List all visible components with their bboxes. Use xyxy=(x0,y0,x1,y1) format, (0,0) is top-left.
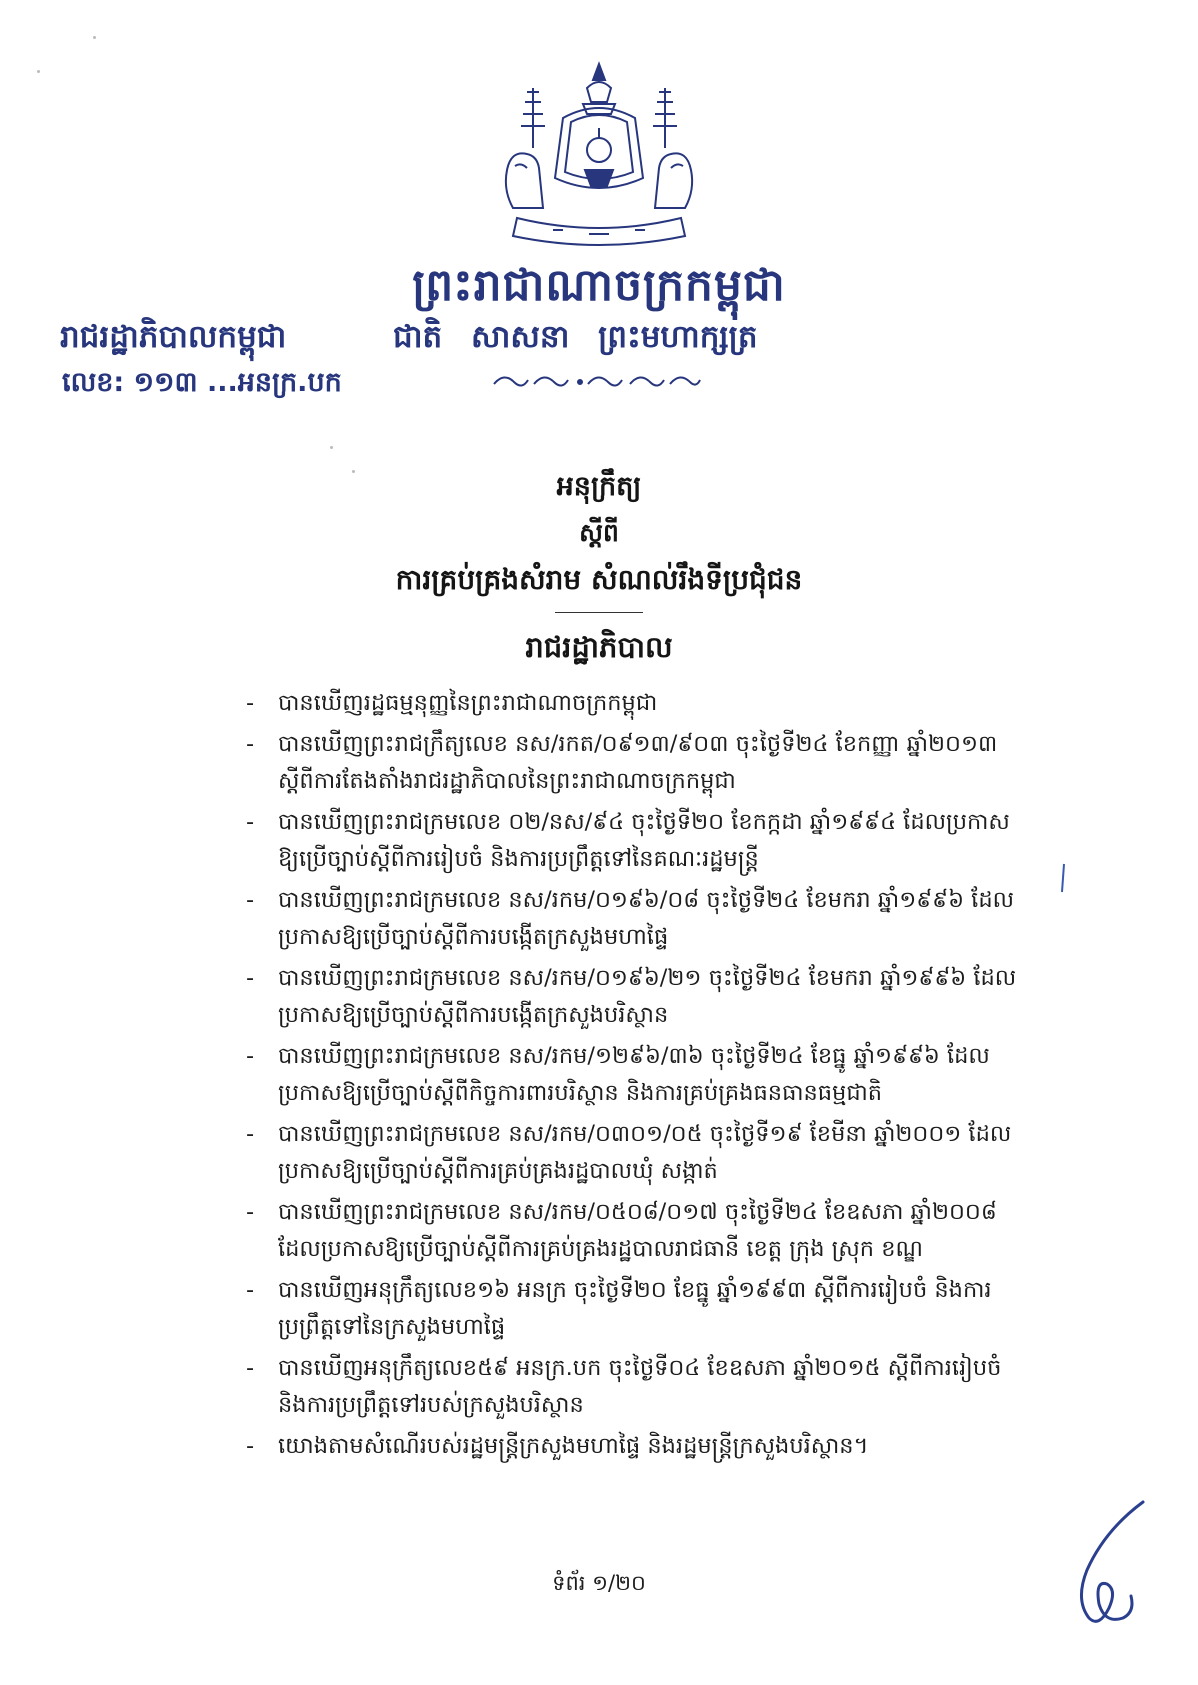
clause-text: បានឃើញអនុក្រឹត្យលេខ១៦ អនក្រ ចុះថ្ងៃទី២០ ខែធ្នូ ឆ្នាំ១៩៩៣ ស្តីពីការរៀបចំ និងការ ប្រព្រឹត្តទៅនៃក្រសួងមហាផ្ទៃ xyxy=(278,1276,992,1340)
list-item xyxy=(246,1116,1066,1191)
bullet-dash: - xyxy=(246,1354,255,1381)
clause-text: បានឃើញព្រះរាជក្រឹត្យលេខ នស/រកត/០៩១៣/៩០៣ ចុះថ្ងៃទី២៤ ខែកញ្ញា ឆ្នាំ២០១៣ ស្តីពីការតែងតាំងរាជរដ្ឋាភិបាលនៃព្រះរាជាណាចក្រកម្ពុជា xyxy=(278,730,998,794)
document-subject: ការគ្រប់គ្រងសំរាម សំណល់រឹងទីប្រជុំជន xyxy=(395,563,803,596)
list-item xyxy=(246,804,1066,879)
clause-text: បានឃើញព្រះរាជក្រមលេខ នស/រកម/០១៩៦/០៨ ចុះថ្ងៃទី២៤ ខែមករា ឆ្នាំ១៩៩៦ ដែល ប្រកាសឱ្យប្រើច្បាប់ស្តីពីការបង្កើតក្រសួងមហាផ្ទៃ xyxy=(278,886,1015,950)
clause-text: បានឃើញព្រះរាជក្រមលេខ នស/រកម/១២៩៦/៣៦ ចុះថ្ងៃទី២៤ ខែធ្នូ ឆ្នាំ១៩៩៦ ដែល ប្រកាសឱ្យប្រើច្បាប់ស្តីពីកិច្ចការពារបរិស្ថាន និងការគ្រប់គ្រងធនធានធម្មជាតិ xyxy=(278,1042,990,1106)
initials-signature-icon xyxy=(1065,1500,1170,1630)
bullet-dash: - xyxy=(246,886,255,913)
scan-speck xyxy=(93,36,96,39)
preamble-clauses xyxy=(246,685,1066,1468)
bullet-dash: - xyxy=(246,1042,255,1069)
margin-pen-mark xyxy=(1060,863,1066,893)
list-item xyxy=(246,1350,1066,1425)
subject-divider xyxy=(555,612,643,613)
bullet-dash: - xyxy=(246,1276,255,1303)
clause-text: យោងតាមសំណើរបស់រដ្ឋមន្ត្រីក្រសួងមហាផ្ទៃ និងរដ្ឋមន្ត្រីក្រសួងបរិស្ថាន។ xyxy=(278,1432,869,1459)
clause-text: បានឃើញព្រះរាជក្រមលេខ នស/រកម/០៣០១/០៥ ចុះថ្ងៃទី១៩ ខែមីនា ឆ្នាំ២០០១ ដែល ប្រកាសឱ្យប្រើច្បាប់ស្តីពីការគ្រប់គ្រងរដ្ឋបាលឃុំ សង្កាត់ xyxy=(278,1120,1012,1184)
document-about: ស្តីពី xyxy=(579,518,619,547)
ornament-divider-icon xyxy=(488,370,702,392)
bullet-dash: - xyxy=(246,730,255,757)
list-item xyxy=(246,685,1066,723)
kingdom-title: ព្រះរាជាណាចក្រកម្ពុជា xyxy=(412,260,786,311)
list-item xyxy=(246,1194,1066,1269)
issuing-authority: រាជរដ្ឋាភិបាល xyxy=(525,630,673,664)
clause-text: បានឃើញព្រះរាជក្រមលេខ នស/រកម/០១៩៦/២១ ចុះថ្ងៃទី២៤ ខែមករា ឆ្នាំ១៩៩៦ ដែល ប្រកាសឱ្យប្រើច្បាប់ស្តីពីការបង្កើតក្រសួងបរិស្ថាន xyxy=(278,964,1017,1028)
page-number: ទំព័រ ១/២០ xyxy=(552,1571,646,1595)
bullet-dash: - xyxy=(246,964,255,991)
clause-text: បានឃើញរដ្ឋធម្មនុញ្ញនៃព្រះរាជាណាចក្រកម្ពុជា xyxy=(278,690,658,716)
document-type: អនុក្រឹត្យ xyxy=(556,471,642,502)
list-item xyxy=(246,1272,1066,1347)
national-motto: ជាតិ សាសនា ព្រះមហាក្សត្រ xyxy=(393,319,758,355)
bullet-dash: - xyxy=(246,1432,255,1459)
list-item xyxy=(246,960,1066,1035)
royal-emblem-icon xyxy=(493,58,705,254)
scan-speck xyxy=(352,470,355,473)
bullet-dash: - xyxy=(246,808,255,835)
clause-text: បានឃើញអនុក្រឹត្យលេខ៥៩ អនក្រ.បក ចុះថ្ងៃទី០៤ ខែឧសភា ឆ្នាំ២០១៥ ស្តីពីការរៀបចំ និងការប្រព្រឹត្តទៅរបស់ក្រសួងបរិស្ថាន xyxy=(278,1354,1002,1418)
reference-number: លេខ: ១១៣ ...អនក្រ.បក xyxy=(62,367,342,398)
scan-speck xyxy=(37,70,40,73)
bullet-dash: - xyxy=(246,1198,255,1225)
list-item xyxy=(246,1428,1066,1466)
bullet-dash: - xyxy=(246,690,255,716)
list-item xyxy=(246,882,1066,957)
clause-text: បានឃើញព្រះរាជក្រមលេខ នស/រកម/០៥០៨/០១៧ ចុះថ្ងៃទី២៤ ខែឧសភា ឆ្នាំ២០០៨ ដែលប្រកាសឱ្យប្រើច្បាប់ស្តីពីការគ្រប់គ្រងរដ្ឋបាលរាជធានី ខេត្ត ក្រុង ស្រុក ខណ្ឌ xyxy=(278,1198,997,1262)
list-item xyxy=(246,726,1066,801)
clause-text: បានឃើញព្រះរាជក្រមលេខ ០២/នស/៩៤ ចុះថ្ងៃទី២០ ខែកក្កដា ឆ្នាំ១៩៩៤ ដែលប្រកាស ឱ្យប្រើច្បាប់ស្តីពីការរៀបចំ និងការប្រព្រឹត្តទៅនៃគណៈរដ្ឋមន្ត្រី xyxy=(278,808,1010,872)
bullet-dash: - xyxy=(246,1120,255,1147)
list-item xyxy=(246,1038,1066,1113)
government-name: រាជរដ្ឋាភិបាលកម្ពុជា xyxy=(60,319,287,355)
scan-speck xyxy=(330,446,333,449)
